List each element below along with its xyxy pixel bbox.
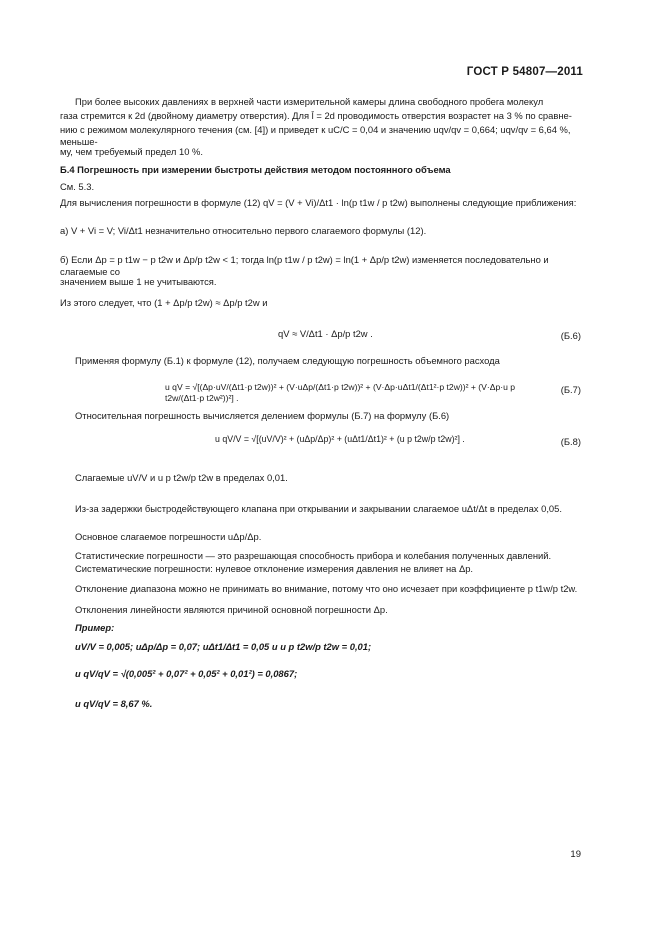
equation-number-b7: (Б.7) bbox=[560, 384, 581, 395]
equation-number-b6: (Б.6) bbox=[560, 330, 581, 341]
section-title: Б.4 Погрешность при измерении быстроты действия методом постоянного объема bbox=[60, 164, 451, 175]
example-line1: uV/V = 0,005; uΔp/Δp = 0,07; uΔt1/Δt1 = 0,05 и u p t2w/p t2w = 0,01; bbox=[75, 641, 372, 652]
standard-header: ГОСТ Р 54807—2011 bbox=[466, 66, 583, 78]
see-reference: См. 5.3. bbox=[60, 181, 95, 192]
para1-line3: нию с режимом молекулярного течения (см. [4]) и приведет к uC/C = 0,04 и значению uqv/qv = 0,664; uqv/qv = 6,64 %, меньше- bbox=[60, 124, 571, 147]
approximation-b-line2: значением выше 1 не учитываются. bbox=[60, 276, 217, 287]
page-number: 19 bbox=[570, 849, 581, 860]
follows-text: Из этого следует, что (1 + Δp/p t2w) ≈ Δp/p t2w и bbox=[60, 297, 268, 308]
valve-delay-text: Из-за задержки быстродействующего клапана при открывании и закрывании слагаемое uΔt/Δt в пределах 0,05. bbox=[75, 503, 562, 514]
example-line3: u qV/qV = 8,67 %. bbox=[75, 698, 153, 709]
approximation-a: а) V + Vi = V; Vi/Δt1 незначительно относительно первого слагаемого формулы (12). bbox=[60, 225, 427, 236]
apply-formula-text: Применяя формулу (Б.1) к формуле (12), получаем следующую погрешность объемного расхода bbox=[75, 355, 500, 366]
para1-line4: му, чем требуемый предел 10 %. bbox=[60, 146, 203, 157]
equation-b8: u qV/V = √[(uV/V)² + (uΔp/Δp)² + (uΔt1/Δt1)² + (u p t2w/p t2w)²] . bbox=[215, 434, 465, 444]
equation-b7: u qV = √[(Δp·uV/(Δt1·p t2w))² + (V·uΔp/(Δt1·p t2w))² + (V·Δp·uΔt1/(Δt1²·p t2w))² + (V·Δp·u p t2w/(Δt1·p t2w²))²] . bbox=[165, 382, 516, 403]
example-label: Пример: bbox=[75, 622, 115, 633]
systematic-errors-text: Систематические погрешности: нулевое отклонение измерения давления не влияет на Δp. bbox=[75, 563, 474, 574]
main-term-text: Основное слагаемое погрешности uΔp/Δp. bbox=[75, 531, 262, 542]
terms-limit-text: Слагаемые uV/V и u p t2w/p t2w в пределах 0,01. bbox=[75, 472, 288, 483]
example-line2: u qV/qV = √(0,005² + 0,07² + 0,05² + 0,01²) = 0,0867; bbox=[75, 668, 298, 679]
approximation-b-line1: б) Если Δp = p t1w − p t2w и Δp/p t2w < 1; тогда ln(p t1w / p t2w) = ln(1 + Δp/p t2w) изменяется последовательно и слагаемые со bbox=[60, 254, 549, 277]
para1-line2: газа стремится к 2d (двойному диаметру отверстия). Для l̄ = 2d проводимость отверстия возрастет на 3 % по сравне- bbox=[60, 110, 572, 121]
range-deviation-text: Отклонение диапазона можно не принимать во внимание, потому что оно исчезает при коэффициенте p t1w/p t2w. bbox=[75, 583, 578, 594]
approximations-intro: Для вычисления погрешности в формуле (12) qV = (V + Vi)/Δt1 · ln(p t1w / p t2w) выполнены следующие приближения: bbox=[60, 197, 577, 208]
statistical-errors-text: Статистические погрешности — это разрешающая способность прибора и колебания полученных давлений. bbox=[75, 550, 552, 561]
para1-line1: При более высоких давлениях в верхней части измерительной камеры длина свободного пробега молекул bbox=[75, 96, 544, 107]
relative-error-text: Относительная погрешность вычисляется делением формулы (Б.7) на формулу (Б.6) bbox=[75, 410, 450, 421]
equation-number-b8: (Б.8) bbox=[560, 436, 581, 447]
linearity-text: Отклонения линейности являются причиной основной погрешности Δp. bbox=[75, 604, 388, 615]
equation-b6: qV ≈ V/Δt1 · Δp/p t2w . bbox=[278, 328, 373, 339]
